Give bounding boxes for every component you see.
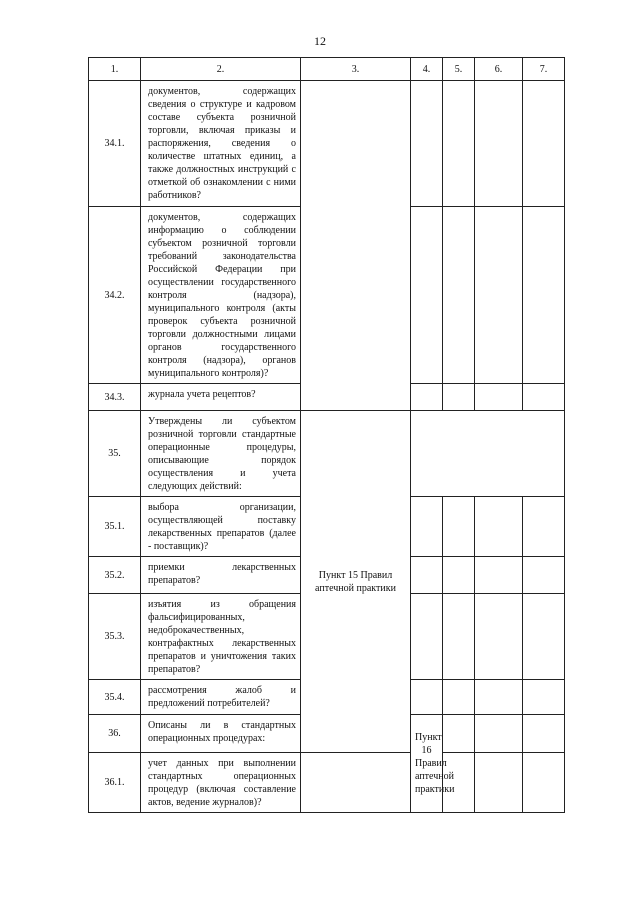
- answer-cell: [411, 680, 443, 715]
- requirement-text: документов, содержащих сведения о структуре и кадровом составе субъекта розничной торговли, включая приказы и распоряжения, сведения о количестве штатных единиц, а также должностных инструкций с отметкой об ознакомлении с ними работников?: [141, 81, 301, 207]
- answer-cell: [443, 384, 475, 411]
- row-number: 35.4.: [89, 680, 141, 715]
- column-header: 7.: [523, 58, 565, 81]
- answer-cell: [411, 557, 443, 594]
- answer-cell: [523, 680, 565, 715]
- answer-cell: [475, 497, 523, 557]
- reference-cell-empty: [301, 81, 411, 411]
- requirement-text: приемки лекарственных препаратов?: [141, 557, 301, 594]
- requirement-text: изъятия из обращения фальсифицированных, недоброкачественных, контрафактных лекарственных препаратов и уничтожения таких препаратов?: [141, 594, 301, 680]
- answer-cell: [411, 384, 443, 411]
- row-number: 34.3.: [89, 384, 141, 411]
- answer-cell: [475, 753, 523, 813]
- regulation-reference: Пункт 16 Правил аптечной практики: [411, 715, 443, 813]
- table-row: [89, 753, 565, 813]
- column-header: 3.: [301, 58, 411, 81]
- answer-cell: [523, 207, 565, 384]
- answer-cell: [411, 207, 443, 384]
- answer-cell: [443, 680, 475, 715]
- requirement-text: Описаны ли в стандартных операционных процедурах:: [141, 715, 301, 753]
- answer-cell: [475, 557, 523, 594]
- table-row: [89, 81, 565, 207]
- answer-cell: [475, 207, 523, 384]
- requirement-text: выбора организации, осуществляющей поставку лекарственных препаратов (далее - поставщик)?: [141, 497, 301, 557]
- row-number: 35.2.: [89, 557, 141, 594]
- row-number: 36.: [89, 715, 141, 753]
- answer-cell: [523, 715, 565, 753]
- answer-cell: [443, 715, 475, 753]
- answer-cell: [443, 594, 475, 680]
- requirement-text: учет данных при выполнении стандартных операционных процедур (включая составление актов, ведение журналов)?: [141, 753, 301, 813]
- page-number: 12: [314, 34, 326, 48]
- answer-cell: [411, 81, 443, 207]
- row-number: 35.1.: [89, 497, 141, 557]
- column-header: 5.: [443, 58, 475, 81]
- column-header: 2.: [141, 58, 301, 81]
- answer-cell: [475, 715, 523, 753]
- column-header: 1.: [89, 58, 141, 81]
- answer-cell: [523, 497, 565, 557]
- answer-cell: [411, 497, 443, 557]
- requirement-text: рассмотрения жалоб и предложений потребителей?: [141, 680, 301, 715]
- requirement-text: документов, содержащих информацию о соблюдении субъектом розничной торговли требований законодательства Российской Федерации при осуществлении государственного контроля (надзора), муниципального контроля (акты проверок субъекта розничной торговли должностными лицами органов государственного контроля (надзора), органов муниципального контроля)?: [141, 207, 301, 384]
- requirement-text: журнала учета рецептов?: [141, 384, 301, 411]
- column-header: 6.: [475, 58, 523, 81]
- answer-cell: [443, 753, 475, 813]
- answer-cell: [443, 497, 475, 557]
- answer-cell: [523, 384, 565, 411]
- answer-cell: [523, 557, 565, 594]
- section-empty-cell: [411, 411, 565, 497]
- table-row: [89, 411, 565, 497]
- row-number: 35.3.: [89, 594, 141, 680]
- row-number: 35.: [89, 411, 141, 497]
- row-number: 34.1.: [89, 81, 141, 207]
- answer-cell: [411, 594, 443, 680]
- answer-cell: [475, 594, 523, 680]
- column-header: 4.: [411, 58, 443, 81]
- answer-cell: [443, 81, 475, 207]
- checklist-table: [88, 57, 565, 813]
- answer-cell: [523, 81, 565, 207]
- answer-cell: [523, 753, 565, 813]
- answer-cell: [475, 81, 523, 207]
- answer-cell: [443, 557, 475, 594]
- header-row: [89, 58, 565, 81]
- answer-cell: [443, 207, 475, 384]
- answer-cell: [475, 680, 523, 715]
- requirement-text: Утверждены ли субъектом розничной торговли стандартные операционные процедуры, описывающие порядок осуществления и учета следующих действий:: [141, 411, 301, 497]
- row-number: 34.2.: [89, 207, 141, 384]
- row-number: 36.1.: [89, 753, 141, 813]
- answer-cell: [301, 753, 411, 813]
- answer-cell: [523, 594, 565, 680]
- answer-cell: [475, 384, 523, 411]
- regulation-reference: Пункт 15 Правил аптечной практики: [301, 411, 411, 753]
